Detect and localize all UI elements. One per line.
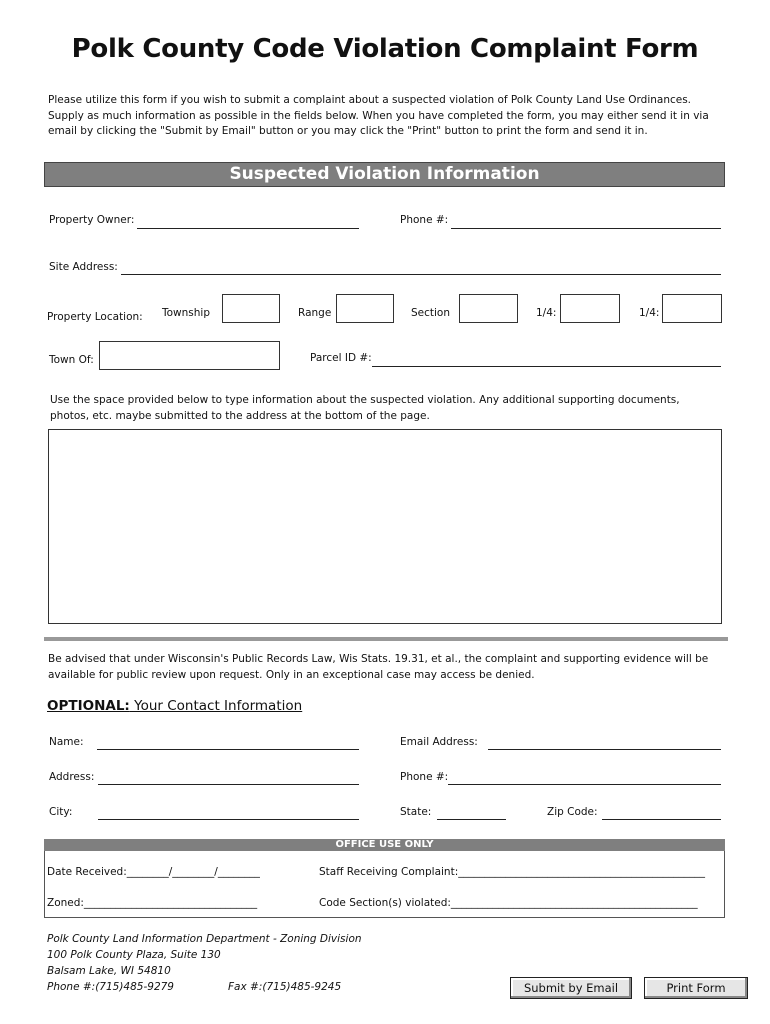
name-label: Name: — [49, 736, 84, 748]
owner-phone-label: Phone #: — [400, 214, 449, 226]
violation-description-textarea[interactable] — [48, 429, 722, 624]
section-divider — [44, 637, 728, 641]
township-label: Township — [162, 307, 211, 319]
optional-contact-heading — [47, 698, 302, 714]
town-of-label: Town Of: — [49, 354, 94, 366]
quarter1-field[interactable] — [560, 294, 620, 323]
owner-phone-field[interactable] — [451, 228, 721, 229]
township-field[interactable] — [222, 294, 280, 323]
state-label: State: — [400, 806, 432, 818]
quarter2-field[interactable] — [662, 294, 722, 323]
office-use-header: OFFICE USE ONLY — [44, 839, 725, 851]
range-field[interactable] — [336, 294, 394, 323]
site-address-label: Site Address: — [49, 261, 118, 273]
footer-phone: Phone #:(715)485-9279 — [47, 981, 174, 993]
contact-phone-field[interactable] — [448, 784, 721, 785]
property-location-label: Property Location: — [47, 311, 143, 323]
contact-phone-label: Phone #: — [400, 771, 449, 783]
optional-bold-label: OPTIONAL: — [47, 698, 130, 714]
footer-line1: Polk County Land Information Department - Zoning Division — [47, 933, 362, 945]
section-field[interactable] — [459, 294, 518, 323]
code-sections: Code Section(s) violated:_______________________________________________ — [319, 897, 698, 909]
submit-by-email-button[interactable]: Submit by Email — [510, 977, 632, 999]
city-label: City: — [49, 806, 73, 818]
intro-text: Please utilize this form if you wish to submit a complaint about a suspected violation of Polk County Land Use Ordinances. Supply as much information as possible in the fields below. When you have completed the form, you may either send it in via email by clicking the "Submit by Email" button or you may click the "Print" button to print the form and send it in. — [48, 94, 709, 137]
violation-section-header: Suspected Violation Information — [44, 162, 725, 187]
range-label: Range — [298, 307, 332, 319]
section-label: Section — [411, 307, 451, 319]
description-note: Use the space provided below to type information about the suspected violation. Any additional supporting documents, photos, etc. maybe submitted to the address at the bottom of the page. — [50, 394, 680, 422]
footer-line2: 100 Polk County Plaza, Suite 130 — [47, 949, 221, 961]
zip-field[interactable] — [602, 819, 721, 820]
email-label: Email Address: — [400, 736, 478, 748]
town-of-field[interactable] — [99, 341, 280, 370]
staff-receiving: Staff Receiving Complaint:_______________________________________________ — [319, 866, 705, 878]
city-field[interactable] — [98, 819, 359, 820]
quarter1-label: 1/4: — [536, 307, 557, 319]
quarter2-label: 1/4: — [639, 307, 660, 319]
print-form-button[interactable]: Print Form — [644, 977, 748, 999]
page-title: Polk County Code Violation Complaint Form — [71, 34, 699, 64]
state-field[interactable] — [437, 819, 506, 820]
property-owner-label: Property Owner: — [49, 214, 135, 226]
name-field[interactable] — [97, 749, 359, 750]
footer-line3: Balsam Lake, WI 54810 — [47, 965, 171, 977]
optional-rest-label: Your Contact Information — [129, 698, 303, 714]
date-received: Date Received:________/________/________ — [47, 866, 260, 878]
address-field[interactable] — [98, 784, 359, 785]
address-label: Address: — [49, 771, 95, 783]
parcel-id-label: Parcel ID #: — [310, 352, 372, 364]
parcel-id-field[interactable] — [372, 366, 721, 367]
email-field[interactable] — [488, 749, 721, 750]
zoned: Zoned:_________________________________ — [47, 897, 258, 909]
property-owner-field[interactable] — [137, 228, 359, 229]
site-address-field[interactable] — [121, 274, 721, 275]
public-records-notice: Be advised that under Wisconsin's Public Records Law, Wis Stats. 19.31, et al., the complaint and supporting evidence will be available for public review upon request. Only in an exceptional case may access be denied. — [48, 653, 709, 681]
footer-fax: Fax #:(715)485-9245 — [228, 981, 342, 993]
zip-label: Zip Code: — [547, 806, 598, 818]
